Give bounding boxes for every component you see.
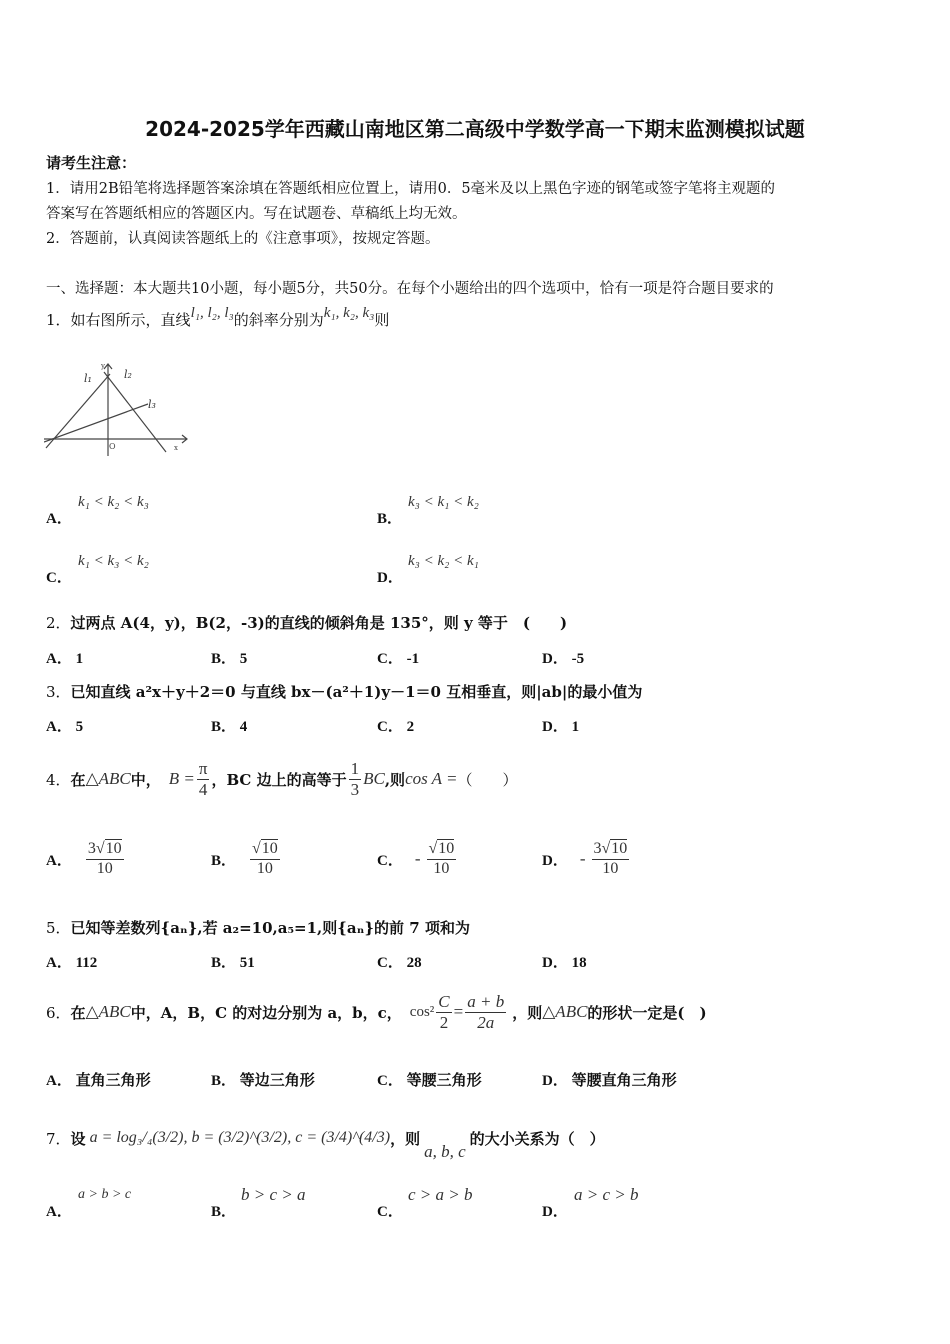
q4-angle: B = (168, 769, 195, 788)
q7-option-b-value: b > c > a (241, 1185, 306, 1204)
q1-figure (44, 360, 194, 460)
q6-option-b[interactable]: B． 等边三角形 (211, 1073, 315, 1089)
q6-mid2: ，则 (512, 1003, 543, 1022)
q2-number: 2． (46, 614, 71, 632)
q7-number: 7． (46, 1129, 71, 1148)
q1-option-a-value: k₁ < k₂ < k₃ (78, 494, 149, 510)
line-l3 (44, 404, 148, 442)
q4-height-fraction: $\frac{1}{3}$ (350, 758, 360, 799)
section-1-heading: 一、选择题：本大题共10小题，每小题5分，共50分。在每个小题给出的四个选项中，恰有一项是符合题目要求的 (46, 281, 774, 297)
q4-cos: cos A = (405, 769, 458, 788)
notice-item-1b: 答案写在答题纸相应的答题区内。写在试题卷、草稿纸上均无效。 (46, 206, 467, 222)
q4-option-b[interactable]: B． $\frac{√10}{10}$ (211, 840, 278, 877)
q6-option-c[interactable]: C． 等腰三角形 (377, 1073, 482, 1089)
q3-option-c[interactable]: C． 2 (377, 719, 415, 735)
q2-option-c[interactable]: C． -1 (377, 651, 420, 667)
q1-slopes: k₁, k₂, k₃ (323, 305, 375, 321)
q7-option-c-label[interactable]: C． (377, 1204, 403, 1220)
question-2 (46, 612, 567, 633)
l3-label: l₃ (148, 398, 156, 411)
q1-option-c-label[interactable]: C． (46, 570, 72, 586)
q6-triangle-2: △ABC (542, 1002, 588, 1021)
q2-option-d[interactable]: D． -5 (542, 651, 585, 667)
q1-post: 则 (374, 311, 390, 329)
q6-mid: 中，A，B，C 的对边分别为 a，b，c， (130, 1003, 402, 1022)
notice-item-1a: 1．请用2B铅笔将选择题答案涂填在答题纸相应位置上，请用0．5毫米及以上黑色字迹的钢笔或签字笔将主观题的 (46, 181, 776, 197)
q1-option-b-value: k₃ < k₁ < k₂ (408, 494, 479, 510)
q7-post: 的大小关系为（ ） (469, 1129, 605, 1148)
q6-option-d[interactable]: D． 等腰直角三角形 (542, 1073, 677, 1089)
q1-option-d-label[interactable]: D． (377, 570, 403, 586)
q1-option-b-label[interactable]: B． (377, 511, 403, 527)
q1-number: 1． (46, 311, 71, 329)
q7-option-a-label[interactable]: A． (46, 1204, 72, 1220)
q6-ratio-fraction: $\frac{a + b}{2a}$ (467, 991, 505, 1032)
q3-option-d[interactable]: D． 1 (542, 719, 580, 735)
q4-post: （ ） (457, 770, 518, 789)
q1-lines: l₁, l₂, l₃ (190, 305, 234, 321)
line-l2 (104, 372, 166, 452)
q7-vars: a, b, c (424, 1142, 466, 1161)
line-l1 (46, 374, 110, 448)
q7-expression: a = log₃/₄(3/2), b = (3/2)^(3/2), c = (3/4)^(4/3) (89, 1129, 391, 1146)
q1-pre: 如右图所示，直线 (70, 311, 191, 329)
q4-mid2: ，BC 边上的高等于 (211, 770, 347, 789)
page-title: 2024-2025学年西藏山南地区第二高级中学数学高一下期末监测模拟试题 (145, 117, 805, 141)
question-3 (46, 681, 642, 702)
q7-pre: 设 (70, 1129, 86, 1148)
q1-mid: 的斜率分别为 (233, 311, 324, 329)
q6-cos: cos² (409, 1003, 435, 1020)
q5-option-d[interactable]: D． 18 (542, 955, 587, 971)
q7-mid: ，则 (390, 1129, 421, 1148)
q7-option-b-label[interactable]: B． (211, 1204, 237, 1220)
q5-option-c[interactable]: C． 28 (377, 955, 422, 971)
q3-number: 3． (46, 683, 71, 701)
q4-mid1: 中， (130, 770, 161, 789)
q4-triangle: △ABC (85, 769, 131, 788)
q3-text: 已知直线 a²x＋y＋2＝0 与直线 bx－(a²＋1)y－1＝0 互相垂直，则|ab|的最小值为 (70, 683, 643, 701)
q6-option-a[interactable]: A． 直角三角形 (46, 1073, 151, 1089)
question-1 (46, 305, 390, 330)
question-5 (46, 917, 470, 938)
notice-heading: 请考生注意： (46, 154, 137, 172)
l1-label: l₁ (84, 372, 92, 385)
q7-option-d-label[interactable]: D． (542, 1204, 568, 1220)
q4-mid3: ,则 (384, 770, 406, 789)
q7-option-a-value: a > b > c (78, 1187, 132, 1202)
q5-option-a[interactable]: A． 112 (46, 955, 98, 971)
q4-option-d[interactable]: D． - $\frac{3√10}{10}$ (542, 840, 628, 877)
q7-option-c-value: c > a > b (408, 1185, 473, 1204)
origin-label: O (109, 442, 116, 451)
q6-post: 的形状一定是( ) (587, 1003, 707, 1022)
q6-number: 6． (46, 1003, 71, 1022)
q4-height-var: BC (363, 769, 385, 788)
q2-option-b[interactable]: B． 5 (211, 651, 248, 667)
q6-equals: = (453, 1002, 464, 1021)
q6-triangle: △ABC (85, 1002, 131, 1021)
q4-angle-fraction: $\frac{\pi}{4}$ (198, 758, 208, 799)
question-4 (46, 749, 517, 809)
q5-number: 5． (46, 919, 71, 937)
y-label: y (101, 362, 105, 370)
l2-label: l₂ (124, 368, 132, 381)
q2-option-a[interactable]: A． 1 (46, 651, 84, 667)
notice-item-2: 2．答题前，认真阅读答题纸上的《注意事项》，按规定答题。 (46, 231, 440, 247)
q5-option-b[interactable]: B． 51 (211, 955, 255, 971)
q6-pre: 在 (70, 1003, 86, 1022)
q4-option-a[interactable]: A． $\frac{3√10}{10}$ (46, 840, 122, 877)
q3-option-b[interactable]: B． 4 (211, 719, 248, 735)
q6-angle-fraction: $\frac{C}{2}$ (438, 991, 450, 1032)
q1-option-c-value: k₁ < k₃ < k₂ (78, 553, 149, 569)
q4-number: 4． (46, 770, 71, 789)
q5-text: 已知等差数列{aₙ},若 a₂=10,a₅=1,则{aₙ}的前 7 项和为 (70, 919, 470, 937)
question-6 (46, 984, 707, 1040)
question-7 (46, 1108, 605, 1168)
x-label: x (174, 444, 178, 452)
q2-text: 过两点 A(4，y)，B(2，-3)的直线的倾斜角是 135°，则 y 等于 ( ) (70, 614, 568, 632)
q7-option-d-value: a > c > b (574, 1185, 639, 1204)
q4-option-c[interactable]: C． - $\frac{√10}{10}$ (377, 840, 455, 877)
q1-option-a-label[interactable]: A． (46, 511, 72, 527)
q4-pre: 在 (70, 770, 86, 789)
q1-option-d-value: k₃ < k₂ < k₁ (408, 553, 479, 569)
q3-option-a[interactable]: A． 5 (46, 719, 84, 735)
